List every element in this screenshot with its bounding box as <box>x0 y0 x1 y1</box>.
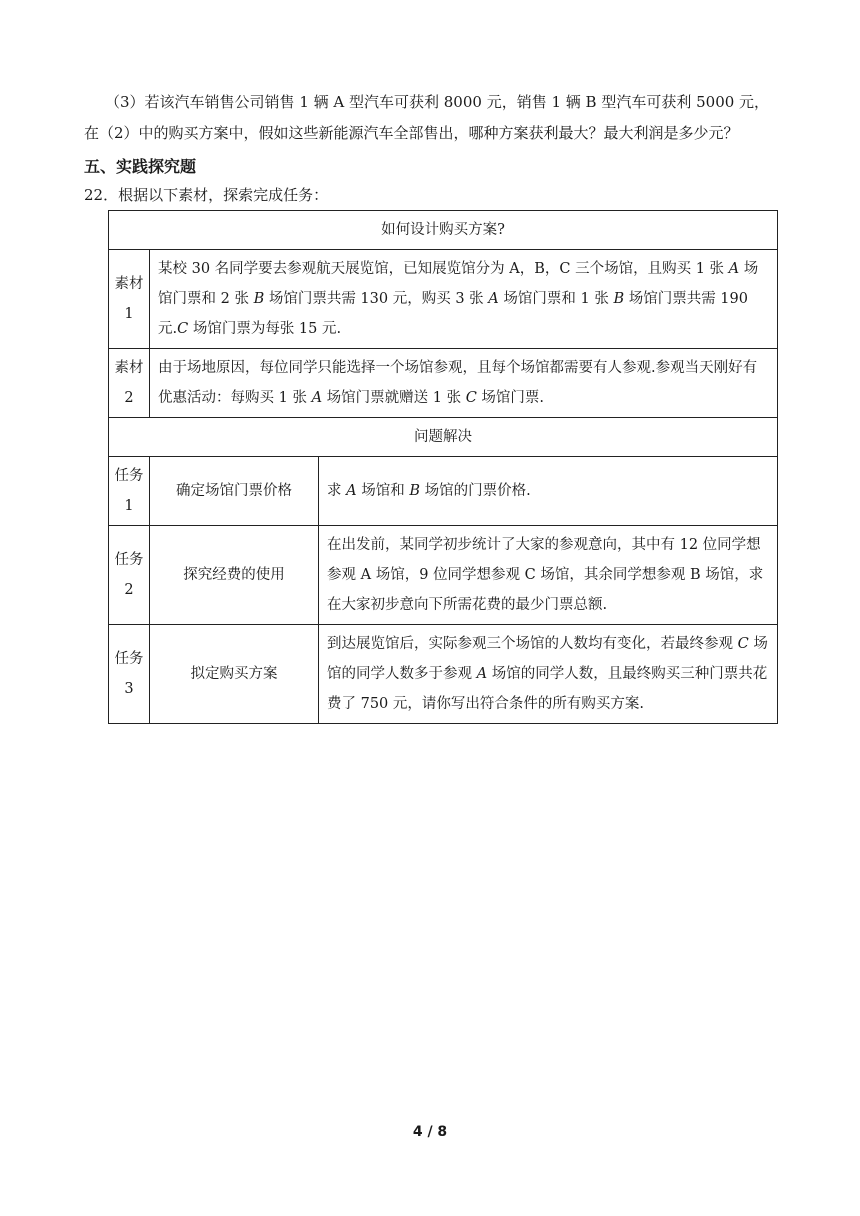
section-heading: 五、实践探究题 <box>84 157 197 176</box>
material-1-row <box>109 250 778 349</box>
task-3-label: 任务 3 <box>109 625 150 724</box>
material-1-text: 某校 30 名同学要去参观航天展览馆，已知展览馆分为 A，B，C 三个场馆，且购买 1 张 A 场馆门票和 2 张 B 场馆门票共需 130 元，购买 3 张 A 场馆门票和 1 张 B 场馆门票共需 190 元.C 场馆门票为每张 15 元. <box>150 250 778 349</box>
task-3-name: 拟定购买方案 <box>150 625 319 724</box>
task-table <box>108 210 778 724</box>
question-22-intro: 22．根据以下素材，探索完成任务： <box>84 186 329 204</box>
task-2-text: 在出发前，某同学初步统计了大家的参观意向，其中有 12 位同学想参观 A 场馆，9 位同学想参观 C 场馆，其余同学想参观 B 场馆，求在大家初步意向下所需花费的最少门票总额. <box>319 526 778 625</box>
task-3-row <box>109 625 778 724</box>
task-2-name: 探究经费的使用 <box>150 526 319 625</box>
task-1-name: 确定场馆门票价格 <box>150 457 319 526</box>
task-3-text: 到达展览馆后，实际参观三个场馆的人数均有变化，若最终参观 C 场馆的同学人数多于参观 A 场馆的同学人数，且最终购买三种门票共花费了 750 元，请你写出符合条件的所有购买方案. <box>319 625 778 724</box>
page-number: 4 / 8 <box>412 1124 448 1140</box>
table-subtitle: 问题解决 <box>109 418 778 457</box>
task-1-row <box>109 457 778 526</box>
question-21-part-3: （3）若该汽车销售公司销售 1 辆 A 型汽车可获利 8000 元，销售 1 辆 B 型汽车可获利 5000 元，在（2）中的购买方案中，假如这些新能源汽车全部售出，哪种方案获利最大？最大利润是多少元？ <box>84 93 770 142</box>
material-2-row <box>109 349 778 418</box>
table-title-row <box>109 211 778 250</box>
task-1-label: 任务 1 <box>109 457 150 526</box>
task-1-text: 求 A 场馆和 B 场馆的门票价格. <box>319 457 778 526</box>
material-2-label: 素材 2 <box>109 349 150 418</box>
task-2-row <box>109 526 778 625</box>
task-2-label: 任务 2 <box>109 526 150 625</box>
material-2-text: 由于场地原因，每位同学只能选择一个场馆参观，且每个场馆都需要有人参观.参观当天刚好有优惠活动：每购买 1 张 A 场馆门票就赠送 1 张 C 场馆门票. <box>150 349 778 418</box>
table-title: 如何设计购买方案? <box>109 211 778 250</box>
subtitle-row <box>109 418 778 457</box>
material-1-label: 素材 1 <box>109 250 150 349</box>
